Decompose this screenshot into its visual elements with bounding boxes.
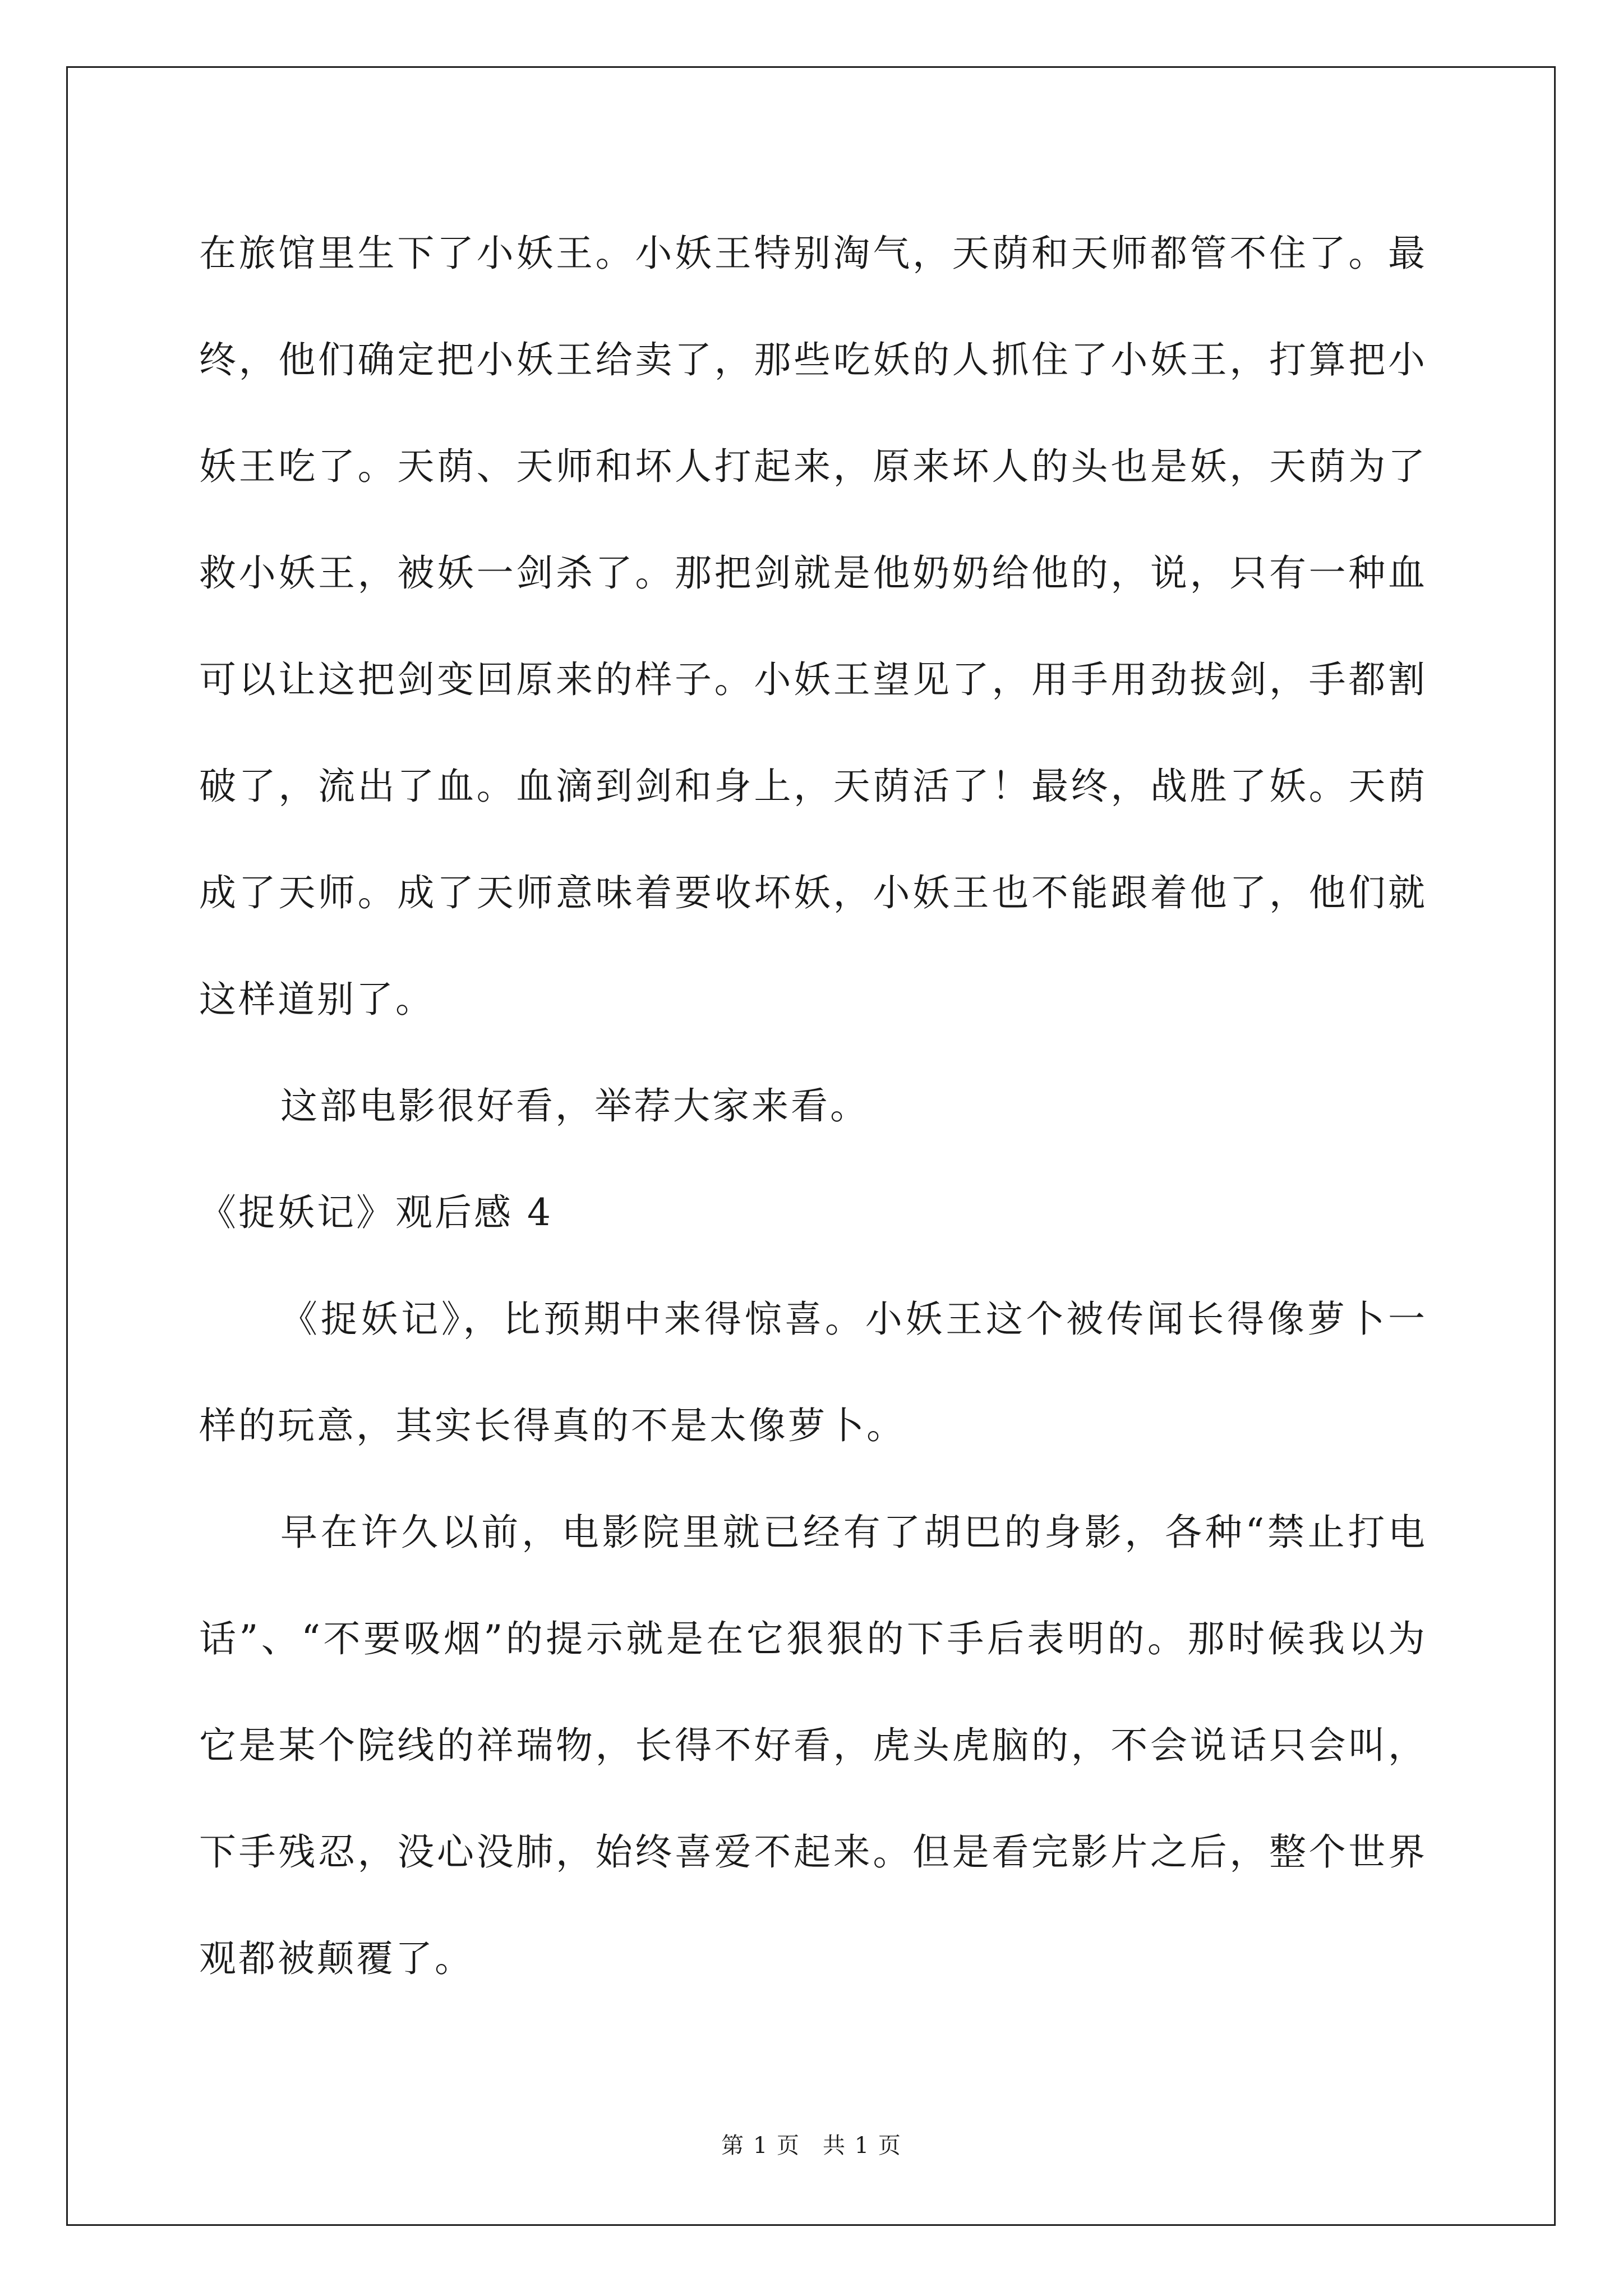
page-total: 共 1 页 — [823, 2133, 902, 2159]
document-body — [199, 200, 1427, 2012]
section-heading: 《捉妖记》观后感 4 — [199, 1191, 553, 1234]
paragraph: 早在许久以前，电影院里就已经有了胡巴的身影，各种“禁止打电话”、“不要吸烟”的提示就是在它狠狠的下手后表明的。那时候我以为它是某个院线的祥瑞物，长得不好看，虎头虎脑的，不会说话只会叫，下手残忍，没心没肺，始终喜爱不起来。但是看完影片之后，整个世界观都被颠覆了。 — [199, 1511, 1427, 1980]
page-number: 第 1 页 — [721, 2133, 800, 2159]
paragraph: 这部电影很好看，举荐大家来看。 — [280, 1084, 869, 1128]
paragraph: 《捉妖记》，比预期中来得惊喜。小妖王这个被传闻长得像萝卜一样的玩意，其实长得真的不是太像萝卜。 — [199, 1297, 1427, 1447]
paragraph: 在旅馆里生下了小妖王。小妖王特别淘气，天荫和天师都管不住了。最终，他们确定把小妖王给卖了，那些吃妖的人抓住了小妖王，打算把小妖王吃了。天荫、天师和坏人打起来，原来坏人的头也是妖，天荫为了救小妖王，被妖一剑杀了。那把剑就是他奶奶给他的，说，只有一种血可以让这把剑变回原来的样子。小妖王望见了，用手用劲拔剑，手都割破了，流出了血。血滴到剑和身上，天荫活了！最终，战胜了妖。天荫成了天师。成了天师意味着要收坏妖，小妖王也不能跟着他了，他们就这样道别了。 — [199, 232, 1427, 1021]
page-footer — [0, 2129, 1623, 2162]
